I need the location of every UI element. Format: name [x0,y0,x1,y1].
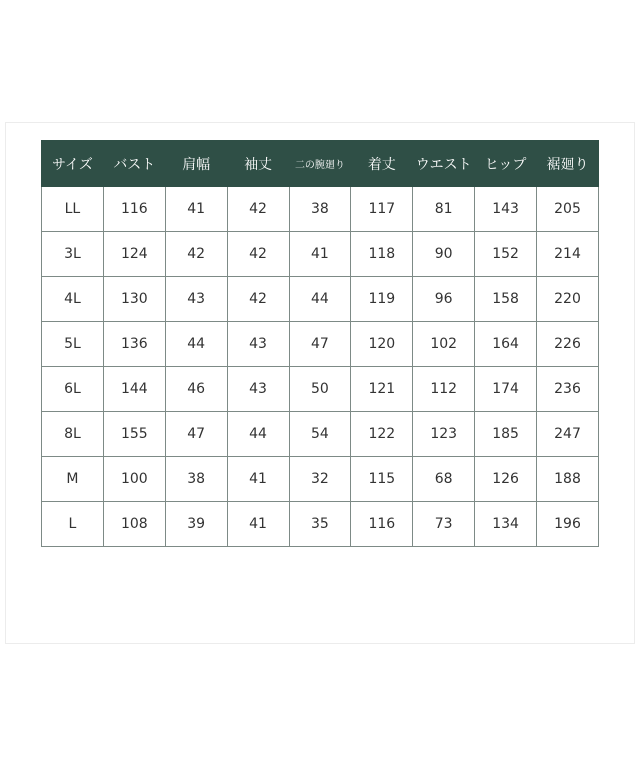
table-cell: 152 [475,232,537,277]
table-cell: 81 [413,187,475,232]
header-shoulder: 肩幅 [165,141,227,187]
table-cell: 116 [351,502,413,547]
table-cell: 39 [165,502,227,547]
table-cell: 38 [165,457,227,502]
table-cell: 112 [413,367,475,412]
table-cell: 158 [475,277,537,322]
table-cell: 164 [475,322,537,367]
table-cell: 108 [103,502,165,547]
table-cell: 68 [413,457,475,502]
table-cell: 134 [475,502,537,547]
table-cell: 44 [227,412,289,457]
table-row [42,277,599,322]
table-cell: 100 [103,457,165,502]
table-row [42,367,599,412]
table-cell: 46 [165,367,227,412]
table-cell: 185 [475,412,537,457]
table-cell: 42 [227,277,289,322]
header-sleeve: 袖丈 [227,141,289,187]
table-cell: 205 [537,187,599,232]
header-hip: ヒップ [475,141,537,187]
table-cell: 50 [289,367,351,412]
table-row [42,502,599,547]
table-cell: 130 [103,277,165,322]
size-chart-table [41,140,599,547]
table-cell: 42 [227,187,289,232]
table-cell: 44 [289,277,351,322]
table-cell: 44 [165,322,227,367]
table-cell: 123 [413,412,475,457]
table-cell: 43 [227,367,289,412]
table-cell: 35 [289,502,351,547]
table-cell: 3L [42,232,104,277]
table-cell: 226 [537,322,599,367]
table-cell: 196 [537,502,599,547]
table-cell: 47 [165,412,227,457]
header-hem: 裾廻り [537,141,599,187]
table-cell: 214 [537,232,599,277]
table-cell: 119 [351,277,413,322]
table-cell: 96 [413,277,475,322]
table-cell: 47 [289,322,351,367]
header-waist: ウエスト [413,141,475,187]
table-cell: 32 [289,457,351,502]
table-cell: LL [42,187,104,232]
header-length: 着丈 [351,141,413,187]
table-cell: 38 [289,187,351,232]
table-cell: 155 [103,412,165,457]
table-cell: 220 [537,277,599,322]
table-cell: 102 [413,322,475,367]
table-cell: L [42,502,104,547]
table-body [42,187,599,547]
table-cell: 143 [475,187,537,232]
table-cell: 5L [42,322,104,367]
header-bust: バスト [103,141,165,187]
table-cell: 41 [227,457,289,502]
table-cell: 115 [351,457,413,502]
table-cell: M [42,457,104,502]
table-cell: 90 [413,232,475,277]
header-row [42,141,599,187]
table-cell: 121 [351,367,413,412]
table-cell: 136 [103,322,165,367]
table-cell: 247 [537,412,599,457]
table-cell: 43 [165,277,227,322]
table-cell: 54 [289,412,351,457]
table-cell: 188 [537,457,599,502]
table-row [42,457,599,502]
table-cell: 126 [475,457,537,502]
table-cell: 124 [103,232,165,277]
table-cell: 41 [165,187,227,232]
table-cell: 120 [351,322,413,367]
table-row [42,322,599,367]
table-cell: 6L [42,367,104,412]
table-cell: 42 [165,232,227,277]
table-cell: 73 [413,502,475,547]
table-cell: 118 [351,232,413,277]
header-size: サイズ [42,141,104,187]
table-cell: 174 [475,367,537,412]
table-cell: 4L [42,277,104,322]
table-row [42,412,599,457]
table-cell: 41 [227,502,289,547]
table-cell: 236 [537,367,599,412]
table-cell: 144 [103,367,165,412]
table-cell: 122 [351,412,413,457]
table-cell: 117 [351,187,413,232]
table-cell: 43 [227,322,289,367]
table-cell: 8L [42,412,104,457]
table-cell: 41 [289,232,351,277]
table-row [42,187,599,232]
table-row [42,232,599,277]
table-cell: 116 [103,187,165,232]
header-upper-arm: 二の腕廻り [289,141,351,187]
table-cell: 42 [227,232,289,277]
